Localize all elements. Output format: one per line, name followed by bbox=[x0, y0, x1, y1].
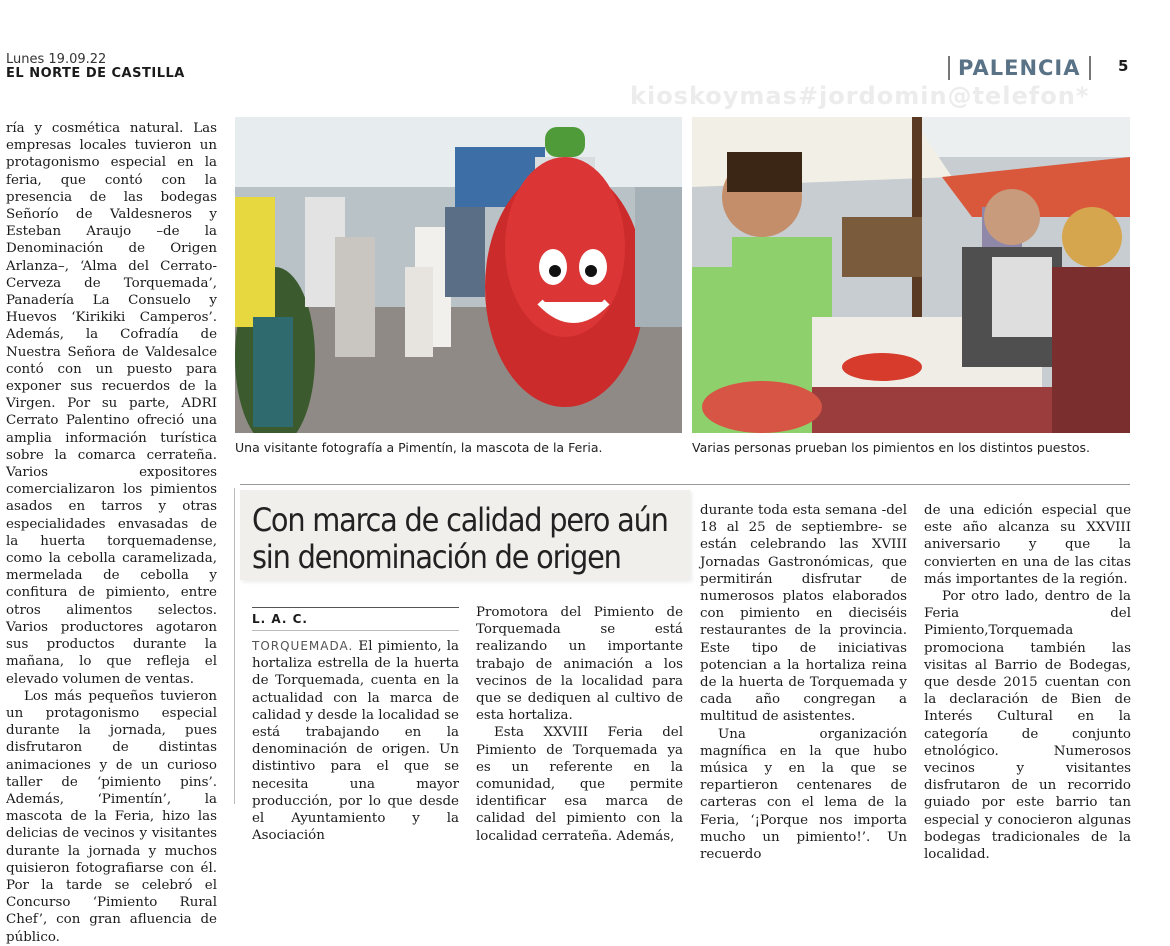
left-paragraph-1: ría y cosmética natural. Las empresas locales tuvieron un protagonismo especial en la feria, que contó con la presencia de las bodegas Señorío de Valdesneros y Esteban Araujo –de la Denominación de Origen Arlanza–, ‘Alma del Cerrato-Cerveza de Torquemada’, Panadería La Consuelo y Huevos ‘Kirikiki Camperos’. Además, la Cofradía de Nuestra Señora de Valdesalce contó con un puesto para exponer sus recuerdos de la Virgen. Por su parte, ADRI Cerrato Palentino ofreció una amplia información turística sobre la comarca cerrateña. Varios expositores comercializaron los pimientos asados en tarros y otras especialidades envasadas de la huerta torquemadense, como la cebolla caramelizada, mermelada de cebolla y confitura de pimiento, entre otros alimentos selectos. Varios productores agotaron sus productos durante la mañana, lo que refleja el elevado volumen de ventas. bbox=[6, 121, 217, 687]
article-column-3 bbox=[700, 502, 907, 863]
article-headline: Con marca de calidad pero aún sin denominación de origen bbox=[252, 501, 668, 576]
dateline: TORQUEMADA. bbox=[252, 639, 354, 653]
newspaper-name: EL NORTE DE CASTILLA bbox=[6, 66, 185, 81]
byline-rule-bottom bbox=[252, 630, 459, 631]
article-col2-paragraph-2: Esta XXVIII Feria del Pimiento de Torquemada ya es un referente en la comunidad, que permite identificar esa marca de calidad del pimiento con la localidad cerrateña. Además, bbox=[476, 725, 683, 844]
mascot-scene-illustration bbox=[235, 117, 682, 433]
section-title: PALENCIA bbox=[948, 56, 1091, 80]
article-col3-paragraph-2: Una organización magnífica en la que hubo música y en la que se repartieron centenares de carteras con el lema de la Feria, ‘¡Porque nos importa mucho un pimiento!’. Un recuerdo bbox=[700, 726, 907, 863]
article-col2-paragraph-1: Promotora del Pimiento de Torquemada se está realizando un importante trabajo de animación a los vecinos de la localidad para que se dediquen al cultivo de esta hortaliza. bbox=[476, 605, 683, 724]
photo-mascot bbox=[235, 117, 682, 433]
stalls-scene-illustration bbox=[692, 117, 1130, 433]
headline-box bbox=[240, 490, 690, 580]
section-divider bbox=[240, 484, 1130, 485]
left-paragraph-2: Los más pequeños tuvieron un protagonismo especial durante la jornada, pues disfrutaron de distintas animaciones y de un curioso taller de ‘pimiento pins’. Además, ‘Pimentín’, la mascota de la Feria, hizo las delicias de vecinos y visitantes durante la jornada y muchos quisieron fotografiarse con él. Por la tarde se celebró el Concurso ‘Pimiento Rural Chef’, con gran afluencia de público. bbox=[6, 688, 217, 945]
byline-rule bbox=[252, 607, 459, 608]
left-column bbox=[6, 120, 217, 946]
article-column-4 bbox=[924, 502, 1131, 863]
article-col4-paragraph-1: de una edición especial que este año alcanza su XXVIII aniversario y que la convierten en una de las citas más importantes de la región. bbox=[924, 503, 1131, 587]
photo-stalls bbox=[692, 117, 1130, 433]
article-col3-paragraph-1: durante toda esta semana -del 18 al 25 de septiembre- se están celebrando las XVIII Jornadas Gastronómicas, que permitirán disfrutar de numerosos platos elaborados con pimiento en dieciséis restaurantes de la provincia. Este tipo de iniciativas potencian a la hortaliza reina de la huerta de Torquemada y cada año congregan a multitud de asistentes. bbox=[700, 503, 907, 725]
column-rule bbox=[234, 488, 235, 804]
article-col1-text: El pimiento, la hortaliza estrella de la huerta de Torquemada, cuenta en la actualidad con la marca de calidad y desde la localidad se está trabajando en la denominación de origen. Un distintivo para el que se necesita una mayor producción, por lo que desde el Ayuntamiento y la Asociación bbox=[252, 639, 459, 844]
page-number: 5 bbox=[1118, 57, 1129, 75]
article-byline: L. A. C. bbox=[252, 612, 308, 626]
photo-caption-right: Varias personas prueban los pimientos en los distintos puestos. bbox=[692, 440, 1091, 455]
watermark: kioskoymas#jordomin@telefon* bbox=[630, 82, 1090, 110]
photo-caption-left: Una visitante fotografía a Pimentín, la mascota de la Feria. bbox=[235, 440, 603, 455]
edition-date: Lunes 19.09.22 bbox=[6, 52, 107, 67]
article-column-2 bbox=[476, 604, 683, 845]
article-column-1 bbox=[252, 638, 459, 844]
article-col4-paragraph-2: Por otro lado, dentro de la Feria del Pimiento,Torquemada promociona también las visitas al Barrio de Bodegas, que desde 2015 cuentan con la declaración de Bien de Interés Cultural en la categoría de conjunto etnológico. Numerosos vecinos y visitantes disfrutaron de un recorrido guiado por este barrio tan especial y conocieron algunas bodegas tradicionales de la localidad. bbox=[924, 589, 1131, 863]
